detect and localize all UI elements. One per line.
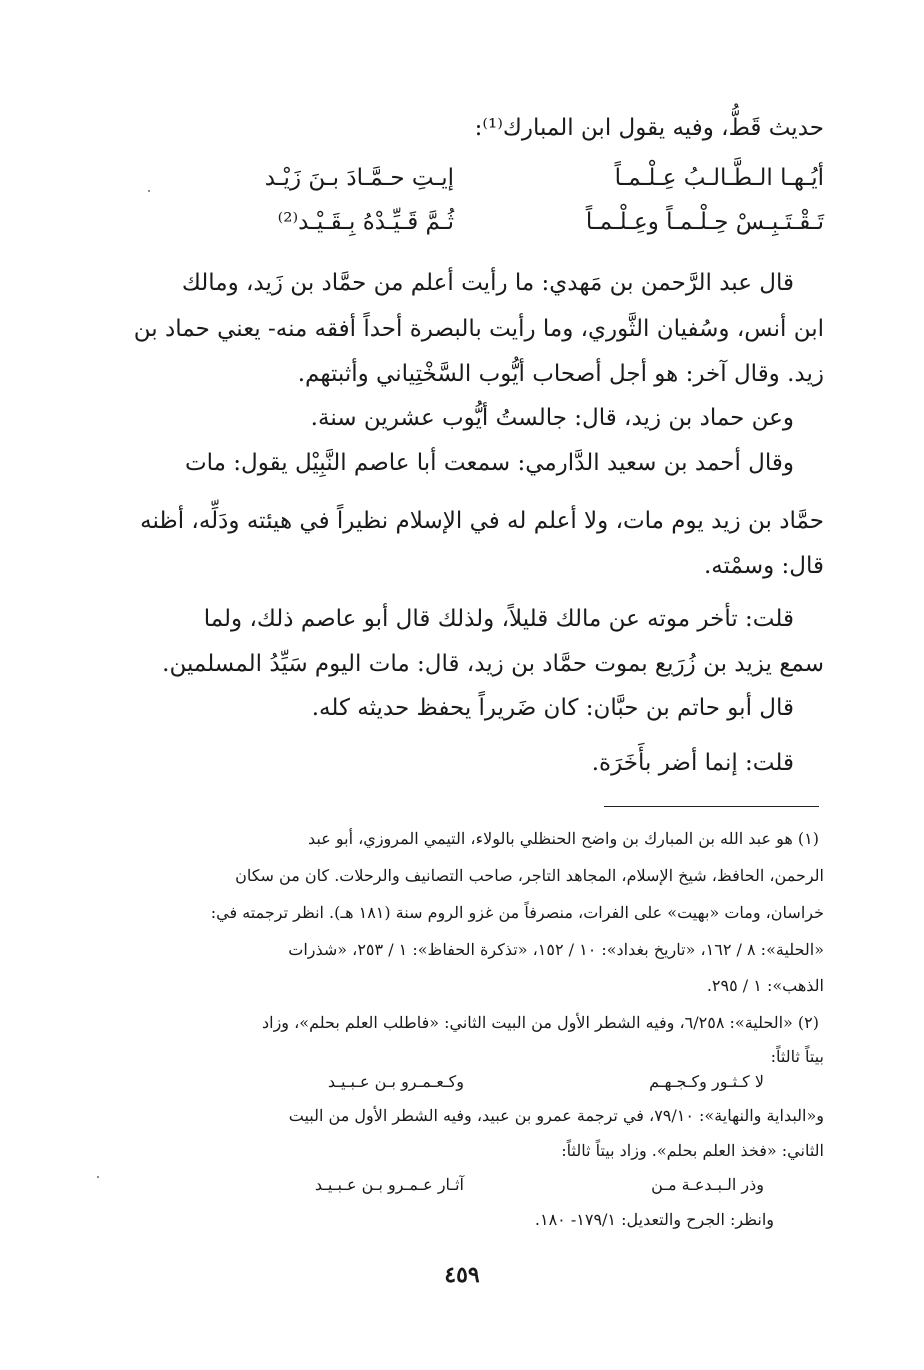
page-number: ٤٥٩ [444, 1262, 480, 1288]
text-line: قال: وسمْته. [703, 553, 824, 579]
verse-left-half: آثـار عـمـرو بـن عـبـيـد [314, 1175, 464, 1194]
footnote-line: خراسان، ومات «بهيت» على الفرات، منصرفاً من غزو الروم سنة (١٨١ هـ). انظر ترجمته في: [210, 903, 824, 922]
footnote-line: وانظر: الجرح والتعديل: ١٧٩/١- ١٨٠. [534, 1210, 774, 1229]
footnote-line: (١) هو عبد الله بن المبارك بن واضح الحنظلي بالولاء، التيمي المروزي، أبو عبد [308, 829, 819, 848]
text-line: وقال أحمد بن سعيد الدَّارمي: سمعت أبا عاصم النَّبِيْل يقول: مات [184, 450, 794, 476]
text-line: حمَّاد بن زيد يوم مات، ولا أعلم له في الإسلام نظيراً في هيئته ودَلِّه، أظنه [140, 508, 824, 534]
footnote-line: بيتاً ثالثاً: [770, 1047, 824, 1066]
text-line: ابن أنس، وسُفيان الثَّوري، وما رأيت بالبصرة أحداً أفقه منه- يعني حماد بن [133, 316, 824, 342]
text-line: وعن حماد بن زيد، قال: جالستُ أيُّوب عشرين سنة. [310, 405, 794, 431]
scan-speck [97, 1176, 99, 1178]
verse-left-half: ثُـمَّ قَـيِّـدْهُ بِـقَـيْـد⁽²⁾ [277, 209, 454, 235]
footnote-line: الرحمن، الحافظ، شيخ الإسلام، المجاهد التاجر، صاحب التصانيف والرحلات. كان من سكان [235, 866, 824, 885]
text-line: قلت: إنما أضر بأَخَرَة. [591, 750, 794, 776]
verse-right-half: وذر الـبـدعـة مـن [651, 1175, 764, 1194]
text-line: قلت: تأخر موته عن مالك قليلاً، ولذلك قال أبو عاصم ذلك، ولما [203, 606, 794, 632]
footnote-line: الذهب»: ١ / ٢٩٥. [706, 976, 824, 995]
verse-left-half: وكـعـمـرو بـن عـبـيـد [327, 1072, 464, 1091]
footnote-line: (٢) «الحلية»: ٦/٢٥٨، وفيه الشطر الأول من البيت الثاني: «فاطلب العلم بحلم»، وزاد [262, 1013, 819, 1032]
verse-right-half: تَـقْـتَـبِـسْ حِـلْـمـاً وعِـلْـمـاً [585, 209, 824, 235]
text-line: قال أبو حاتم بن حبَّان: كان ضَريراً يحفظ حديثه كله. [311, 695, 794, 721]
footnote-line: و«البداية والنهاية»: ٧٩/١٠، في ترجمة عمرو بن عبيد، وفيه الشطر الأول من البيت [288, 1106, 824, 1125]
verse-right-half: لا كـثـور وكـجـهـم [649, 1072, 764, 1091]
footnote-separator [604, 806, 819, 807]
footnote-line: الثاني: «فخذ العلم بحلم». وزاد بيتاً ثالثاً: [561, 1141, 824, 1160]
text-line: زيد. وقال آخر: هو أجل أصحاب أيُّوب السَّخْتِياني وأثبتهم. [297, 361, 824, 387]
scan-speck [148, 190, 150, 192]
text-line: سمع يزيد بن زُرَيع بموت حمَّاد بن زيد، قال: مات اليوم سَيِّدُ المسلمين. [162, 651, 824, 677]
verse-left-half: إيـتِ حـمَّـادَ بـنَ زَيْـد [264, 165, 454, 191]
verse-right-half: أيُـهـا الـطَّـالـبُ عِـلْـمـاً [614, 165, 824, 191]
text-line: قال عبد الرَّحمن بن مَهدي: ما رأيت أعلم من حمَّاد بن زَيد، ومالك [181, 270, 794, 296]
text-line: حديث قَطُّ، وفيه يقول ابن المبارك⁽¹⁾: [474, 115, 824, 141]
footnote-line: «الحلية»: ٨ / ١٦٢، «تاريخ بغداد»: ١٠ / ١٥٢، «تذكرة الحفاظ»: ١ / ٢٥٣، «شذرات [288, 940, 824, 959]
